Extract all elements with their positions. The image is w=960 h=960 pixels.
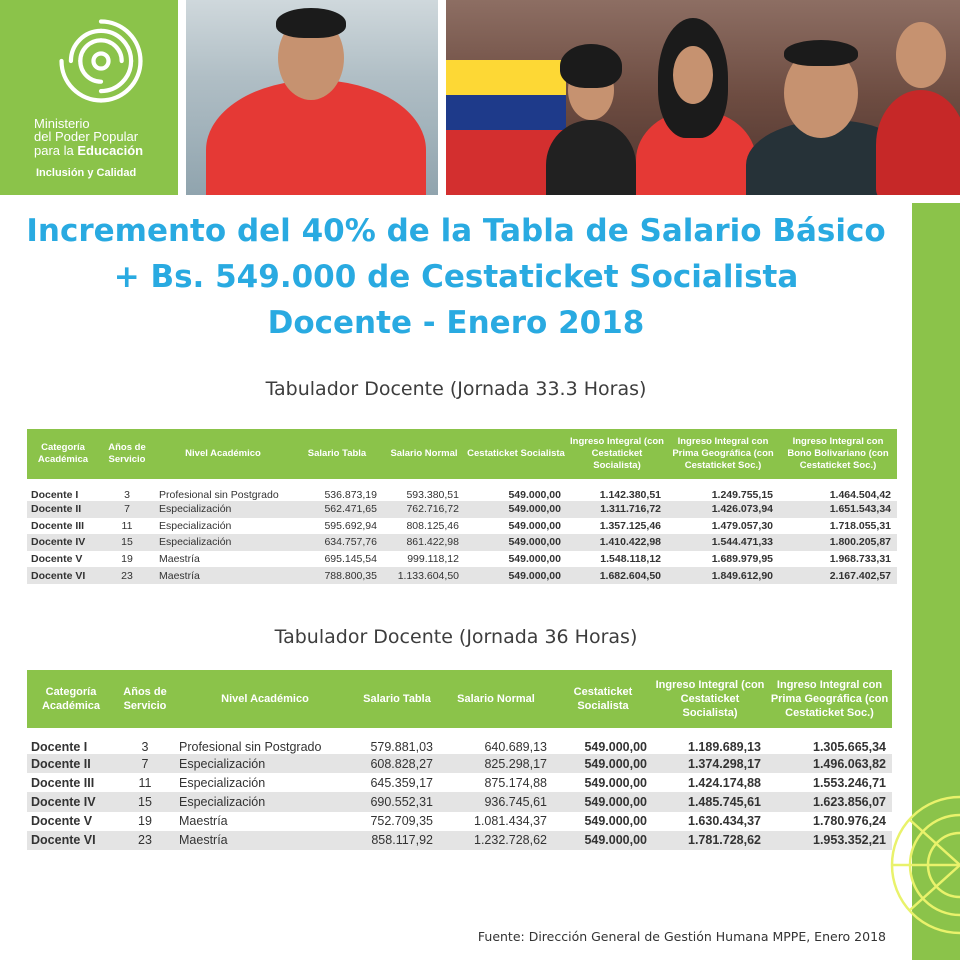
table-cell: Docente II: [27, 754, 115, 773]
column-header: Ingreso Integral con Prima Geográfica (con Cestaticket Soc.): [667, 429, 779, 479]
column-header: Ingreso Integral con Bono Bolivariano (con Cestaticket Soc.): [779, 429, 897, 479]
table-cell: 608.828,27: [355, 754, 439, 773]
table-cell: 1.968.733,31: [829, 553, 891, 566]
table-cell: Profesional sin Postgrado: [179, 740, 322, 754]
table-cell: 695.145,54: [324, 553, 377, 566]
table-cell: 936.745,61: [439, 792, 553, 811]
table-cell: Docente V: [31, 553, 83, 566]
table-cell: 15: [115, 792, 175, 811]
table-cell: 3: [124, 489, 130, 501]
table-cell: 1.426.073,94: [667, 501, 779, 518]
table-cell: 1.249.755,15: [711, 489, 773, 501]
logo-text-line3: [34, 144, 143, 158]
table-cell: 762.716,72: [383, 501, 465, 518]
table-cell: 7: [99, 501, 155, 518]
table-cell: 861.422,98: [383, 534, 465, 551]
person-shape: [876, 90, 960, 195]
table-cell: 1.544.471,33: [667, 534, 779, 551]
table-cell: Docente III: [31, 519, 85, 532]
salary-table-33h: [27, 429, 897, 584]
ministry-emblem-icon: [54, 14, 148, 108]
table-cell: 11: [138, 775, 152, 790]
table-row: [27, 728, 892, 754]
table-cell: 1.410.422,98: [567, 534, 667, 551]
table-cell: Profesional sin Postgrado: [159, 489, 279, 501]
table-row: [27, 501, 897, 518]
table-cell: Maestría: [179, 814, 228, 829]
table-cell: 549.000,00: [553, 754, 653, 773]
title-line3: Docente - Enero 2018: [267, 305, 645, 341]
table-row: [27, 792, 892, 811]
table-cell: 1.189.689,13: [688, 740, 761, 754]
table-cell: 1.953.352,21: [767, 831, 892, 850]
table-cell: 2.167.402,57: [779, 567, 897, 584]
table-cell: 1.689.979,95: [711, 553, 773, 566]
table-cell: 1.800.205,87: [779, 534, 897, 551]
table-cell: 1.081.434,37: [474, 814, 547, 829]
table-cell: Docente I: [31, 489, 79, 501]
table-cell: 634.757,76: [291, 534, 383, 551]
column-header: Ingreso Integral con Prima Geográfica (con Cestaticket Soc.): [767, 670, 892, 728]
table-cell: 593.380,51: [406, 489, 459, 501]
table-cell: 595.692,94: [324, 519, 377, 532]
table-cell: 808.125,46: [406, 519, 459, 532]
title-line2: + Bs. 549.000 de Cestaticket Socialista: [113, 259, 799, 295]
table-cell: 549.000,00: [465, 534, 567, 551]
table-row: [27, 773, 892, 792]
table-cell: 3: [141, 740, 149, 754]
table-cell: 1.142.380,51: [599, 489, 661, 501]
table-cell: 1.781.728,62: [653, 831, 767, 850]
column-header: Años de Servicio: [115, 670, 175, 728]
table-cell: 1.479.057,30: [711, 519, 773, 532]
table-cell: Especialización: [175, 792, 355, 811]
column-header: Salario Normal: [383, 429, 465, 479]
table-cell: 549.000,00: [584, 814, 647, 829]
table-cell: 1.548.118,12: [600, 553, 661, 566]
column-header: Ingreso Integral (con Cestaticket Socialista): [567, 429, 667, 479]
table-cell: 1.496.063,82: [767, 754, 892, 773]
table-cell: Especialización: [155, 534, 291, 551]
column-header: Salario Tabla: [291, 429, 383, 479]
table-cell: Maestría: [155, 567, 291, 584]
table2-subtitle: Tabulador Docente (Jornada 36 Horas): [274, 626, 638, 648]
table-cell: 1.357.125,46: [599, 519, 661, 532]
flag-blue-stripe: [446, 95, 566, 130]
header-photo-left: [186, 0, 438, 195]
logo-text-prefix: para la: [34, 143, 78, 158]
table-cell: 1.718.055,31: [829, 519, 891, 532]
table-cell: Maestría: [175, 831, 355, 850]
table-cell: 549.000,00: [465, 567, 567, 584]
table-header-row: [27, 429, 897, 479]
table-cell: 549.000,00: [508, 519, 561, 532]
table-cell: 549.000,00: [584, 775, 647, 790]
face-shape: [673, 46, 713, 104]
column-header: Nivel Académico: [175, 670, 355, 728]
table-cell: 1.682.604,50: [567, 567, 667, 584]
table-cell: 1.374.298,17: [653, 754, 767, 773]
table-cell: 549.000,00: [584, 740, 647, 754]
table-cell: 7: [115, 754, 175, 773]
table-cell: 1.623.856,07: [767, 792, 892, 811]
table-cell: 562.471,65: [291, 501, 383, 518]
table-cell: 536.873,19: [324, 489, 377, 501]
title-line1: Incremento del 40% de la Tabla de Salario Básico: [26, 213, 886, 249]
table-cell: 19: [138, 814, 152, 829]
table-cell: 1.630.434,37: [688, 814, 761, 829]
table-cell: 1.485.745,61: [653, 792, 767, 811]
table-row: [27, 479, 897, 501]
column-header: Nivel Académico: [155, 429, 291, 479]
table-cell: 645.359,17: [370, 775, 433, 790]
table-cell: 1.232.728,62: [439, 831, 553, 850]
table-cell: 1.311.716,72: [567, 501, 667, 518]
ministry-logo-panel: [0, 0, 178, 195]
table-cell: Docente IV: [27, 792, 115, 811]
table-row: [27, 754, 892, 773]
table-cell: 549.000,00: [553, 792, 653, 811]
column-header: Cestaticket Socialista: [465, 429, 567, 479]
table-cell: Docente IV: [27, 534, 99, 551]
table-cell: Docente I: [31, 740, 88, 754]
column-header: Salario Tabla: [355, 670, 439, 728]
table-row: [27, 567, 897, 584]
hair-shape: [784, 40, 858, 66]
table-cell: Especialización: [159, 519, 232, 532]
table-cell: 1.849.612,90: [667, 567, 779, 584]
table-cell: Maestría: [159, 553, 200, 566]
table-cell: Docente V: [31, 814, 93, 829]
page-title: [0, 208, 912, 346]
table-cell: Docente II: [27, 501, 99, 518]
table-row: [27, 518, 897, 535]
table-cell: 19: [121, 553, 133, 566]
table-header-row: [27, 670, 892, 728]
logo-text-line2: del Poder Popular: [34, 129, 139, 144]
table-cell: 23: [99, 567, 155, 584]
table-cell: 1.424.174,88: [688, 775, 761, 790]
hair-shape: [276, 8, 346, 38]
hair-shape: [560, 44, 622, 88]
person-shape: [546, 120, 636, 195]
table-cell: 549.000,00: [553, 831, 653, 850]
table-cell: 825.298,17: [439, 754, 553, 773]
table-cell: 690.552,31: [355, 792, 439, 811]
header-photo-right: [446, 0, 960, 195]
table-cell: 999.118,12: [407, 553, 459, 566]
table-cell: Especialización: [179, 775, 266, 790]
logo-tagline: Inclusión y Calidad: [36, 167, 137, 179]
table-cell: Especialización: [155, 501, 291, 518]
face-shape: [896, 22, 946, 88]
column-header: Categoría Académica: [27, 429, 99, 479]
table1-subtitle: Tabulador Docente (Jornada 33.3 Horas): [265, 378, 647, 400]
table-cell: 1.464.504,42: [829, 489, 891, 501]
table-cell: 875.174,88: [484, 775, 547, 790]
table-row: [27, 831, 892, 850]
table-cell: 15: [99, 534, 155, 551]
logo-text-bold: Educación: [77, 143, 144, 158]
source-note: Fuente: Dirección General de Gestión Humana MPPE, Enero 2018: [477, 929, 886, 944]
table-cell: 1.305.665,34: [813, 740, 886, 754]
table-cell: 858.117,92: [355, 831, 439, 850]
table-cell: 23: [115, 831, 175, 850]
table-cell: 549.000,00: [508, 489, 561, 501]
table-cell: Especialización: [175, 754, 355, 773]
column-header: Salario Normal: [439, 670, 553, 728]
table-cell: 788.800,35: [291, 567, 383, 584]
table-row: [27, 534, 897, 551]
table-cell: 11: [121, 519, 133, 532]
table-row: [27, 551, 897, 568]
column-header: Cestaticket Socialista: [553, 670, 653, 728]
table-cell: 579.881,03: [370, 740, 433, 754]
salary-table-36h: [27, 670, 892, 850]
table-cell: Docente III: [31, 775, 95, 790]
table-cell: 1.651.543,34: [779, 501, 897, 518]
table-cell: Docente VI: [27, 831, 115, 850]
column-header: Años de Servicio: [99, 429, 155, 479]
table-cell: 549.000,00: [508, 553, 561, 566]
decorative-circle-icon: [880, 790, 960, 940]
table-cell: 1.133.604,50: [383, 567, 465, 584]
table-cell: Docente VI: [27, 567, 99, 584]
table-cell: 549.000,00: [465, 501, 567, 518]
column-header: Categoría Académica: [27, 670, 115, 728]
logo-text-line1: Ministerio: [34, 116, 90, 131]
table-cell: 640.689,13: [484, 740, 547, 754]
flag-yellow-stripe: [446, 60, 566, 95]
table-cell: 752.709,35: [370, 814, 433, 829]
table-cell: 1.780.976,24: [813, 814, 886, 829]
table-row: [27, 812, 892, 831]
table-cell: 1.553.246,71: [813, 775, 886, 790]
column-header: Ingreso Integral (con Cestaticket Socialista): [653, 670, 767, 728]
